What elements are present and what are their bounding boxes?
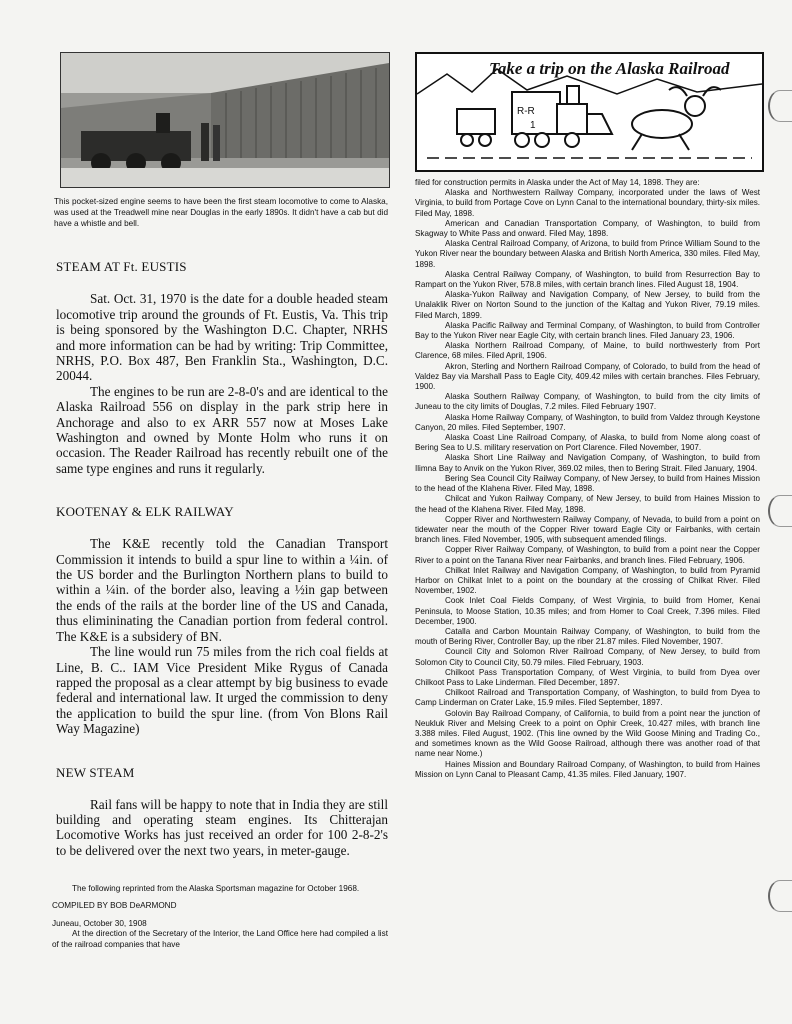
list-item: Chilkoot Railroad and Transportation Company, of Washington, to build from Dyea to Camp Linderman on Crater Lake, 15.9 miles. Filed September, 1897. [415,688,760,708]
list-item: Chilcat and Yukon Railway Company, of New Jersey, to build from Haines Mission to the head of the Klahena River. Filed May, 1898. [415,494,760,514]
list-item: Chilkat Inlet Railway and Navigation Company, of Washington, to build from Pyramid Harbor on Chilkat Inlet to a point on the boundary at the crossing of Chilkat River. Filed November, 1902. [415,565,760,596]
list-item: Alaska and Northwestern Railway Company, incorporated under the laws of West Virginia, to build from Portage Cove on Lynn Canal to the international boundary, thirty-six miles. Filed May, 1898. [415,188,760,218]
punch-hole-middle [768,495,792,527]
train-moose-illustration [417,54,762,170]
heading-new-steam: NEW STEAM [56,764,135,780]
heading-steam-ft-eustis: STEAM AT Ft. EUSTIS [56,259,187,275]
compiled-by: COMPILED BY BOB DeARMOND [52,900,177,910]
list-item: Chilkoot Pass Transportation Company, of West Virginia, to build from Dyea over Chilkoot Pass to Lake Linderman. Filed December, 1897. [415,667,760,687]
list-item: Cook Inlet Coal Fields Company, of West Virginia, to build from Homer, Kenai Peninsula, to Moose Station, 10.35 miles; and from Homer to Coal Creek, 7.396 miles. Filed December, 1900. [415,596,760,626]
list-item: Catalla and Carbon Mountain Railway Company, of Washington, to build from the mouth of Bering River, Controller Bay, up the riber 21.87 miles. Filed November, 1907. [415,626,760,647]
list-intro-continuation: filed for construction permits in Alaska under the Act of May 14, 1898. They are: [415,178,700,187]
railroad-companies-list [415,178,760,780]
list-item: American and Canadian Transportation Company, of Washington, to build from Skagway to White Pass and onward. Filed May, 1898. [415,218,760,239]
locomotive-photo-image [61,53,389,187]
list-item: Alaska Southern Railway Company, of Washington, to build from the city limits of Juneau to the city limits of Douglas, 7.2 miles. Filed February 1907. [415,392,760,412]
engine-marking: R-R [517,106,535,117]
paragraph-ft-eustis-1: Sat. Oct. 31, 1970 is the date for a double headed steam locomotive trip around the grounds of Ft. Eustis, Va. This trip is being sponsored by the Washington D.C. Chapter, NRHS and more information can be had by writing: Trip Committee, NRHS, P.O. Box 487, Ben Franklin Sta., Washington, D.C. 20044. [56,291,388,384]
list-item: Alaska Home Railway Company, of Washington, to build from Valdez through Keystone Canyon, 20 miles. Filed September, 1907. [415,412,760,432]
reprint-note: The following reprinted from the Alaska Sportsman magazine for October 1968. [72,884,360,894]
list-item: Haines Mission and Boundary Railroad Company, of Washington, to build from Haines Mission on Lynn Canal to Pleasant Camp, 41.35 miles. Filed January, 1907. [415,759,760,779]
intro-paragraph: At the direction of the Secretary of the Interior, the Land Office here had compiled a list of the railroad companies that have [52,929,388,949]
paragraph-new-steam: Rail fans will be happy to note that in India they are still building and operating steam engines. Its Chitterajan Locomotive Works has just received an order for 100 2-8-2's to be delivered over the next two years, in meter-gauge. [56,796,388,858]
list-item: Alaska Central Railway Company, of Washington, to build from Resurrection Bay to Rampart on the Yukon River, 578.8 miles, with certain branch lines. Filed August 18, 1904. [415,269,760,290]
list-item: Copper River and Northwestern Railway Company, of Nevada, to build from a point on tidewater near the mouth of the Copper River toward Eagle City or Fairbanks, with certain branch lines. Filed November, 1905, with subsequent amended filings. [415,514,760,545]
right-column [415,52,760,780]
list-item: Council City and Solomon River Railroad Company, of New Jersey, to build from Solomon City to Council City, 50.79 miles. Filed February, 1903. [415,647,760,667]
banner-title: Take a trip on the Alaska Railroad [489,59,730,78]
list-item: Alaska Short Line Railway and Navigation Company, of Washington, to build from Ilimna Bay to Anvik on the Yukon River, 369.02 miles, then to Bering Strait. Filed January, 1904. [415,453,760,473]
list-item: Alaska Northern Railroad Company, of Maine, to build northwesterly from Port Clarence, 68 miles. Filed April, 1906. [415,341,760,361]
paragraph-ft-eustis-2: The engines to be run are 2-8-0's and are identical to the Alaska Railroad 556 on display in the park strip here in Anchorage and also to ex ARR 557 now at Moses Lake Washington and owned by Monte Holm who runs it on occasion. The Reader Railroad has recently rebuilt one of the same type engines and runs it regularly. [56,383,388,476]
list-item: Alaska-Yukon Railway and Navigation Company, of New Jersey, to build from the Unalaklik River on Norton Sound to the junction of the Kaltag and Yukon River, 79.19 miles. Filed March, 1899. [415,290,760,320]
list-item: Bering Sea Council City Railway Company, of New Jersey, to build from Haines Mission to the head of the Klahena River. Filed May, 1898. [415,473,760,494]
punch-hole-bottom [768,880,792,912]
photo-caption: This pocket-sized engine seems to have been the first steam locomotive to come to Alaska, was used at the Treadwell mine near Douglas in the early 1890s. It didn't have a cab but did have a whistle and bell. [54,197,388,228]
list-item: Alaska Central Railroad Company, of Arizona, to build from Prince William Sound to the Yukon River near the boundary between Alaska and British North America, 330 miles. Filed May, 1898. [415,239,760,269]
list-item: Akron, Sterling and Northern Railroad Company, of Colorado, to build from the head of Valdez Bay via Marshall Pass to Eagle City, 409.42 miles with certain branches. Files February, 1900. [415,361,760,392]
list-item: Golovin Bay Railroad Company, of California, to build from a point near the junction of Neukluk River and Melsing Creek to a point on Ophir Creek, 10.427 miles, with branch line 3.388 miles. Filed August, 1902. (This line owned by the Wild Goose Mining and Trading Co., and sometimes known as the Wild Goose Railroad, although there was another road of that name near Nome.) [415,708,760,759]
left-column [52,52,388,950]
list-item: Alaska Coast Line Railroad Company, of Alaska, to build from Nome along coast of Bering Sea to U.S. military reservation on Port Clarence. Filed November, 1907. [415,433,760,453]
alaska-railroad-banner [415,52,764,172]
list-item: Copper River Railway Company, of Washington, to build from a point near the Copper River to a point on the Tanana River near Fairbanks, and branch lines. Filed February, 1906. [415,545,760,565]
locomotive-photo [60,52,390,188]
heading-kootenay-elk: KOOTENAY & ELK RAILWAY [56,504,234,520]
paragraph-kootenay-2: The line would run 75 miles from the rich coal fields at Line, B. C.. IAM Vice President Mike Rygus of Canada rapped the proposal as a clear attempt by big business to evade federal and international law. It urged the commission to deny the application to build the spur line. (from Von Blons Rail Way Magazine) [56,644,388,737]
paragraph-kootenay-1: The K&E recently told the Canadian Transport Commission it intends to build a spur line to within a ¼in. of the US border and the Burlington Northern plans to build to within a ¼in. of the border also, leaving a ½in gap between the ends of the rails at the border line of the US and Canada, thus elimininating the Canadian portion from federal control. The K&E is a subsidery of BN. [56,536,388,644]
engine-number: 1 [530,120,536,131]
dateline: Juneau, October 30, 1908 [52,918,147,928]
punch-hole-top [768,90,792,122]
list-item: Alaska Pacific Railway and Terminal Company, of Washington, to build from Controller Bay to the Yukon River near Eagle City, with certain branch lines. Filed January 23, 1906. [415,320,760,341]
